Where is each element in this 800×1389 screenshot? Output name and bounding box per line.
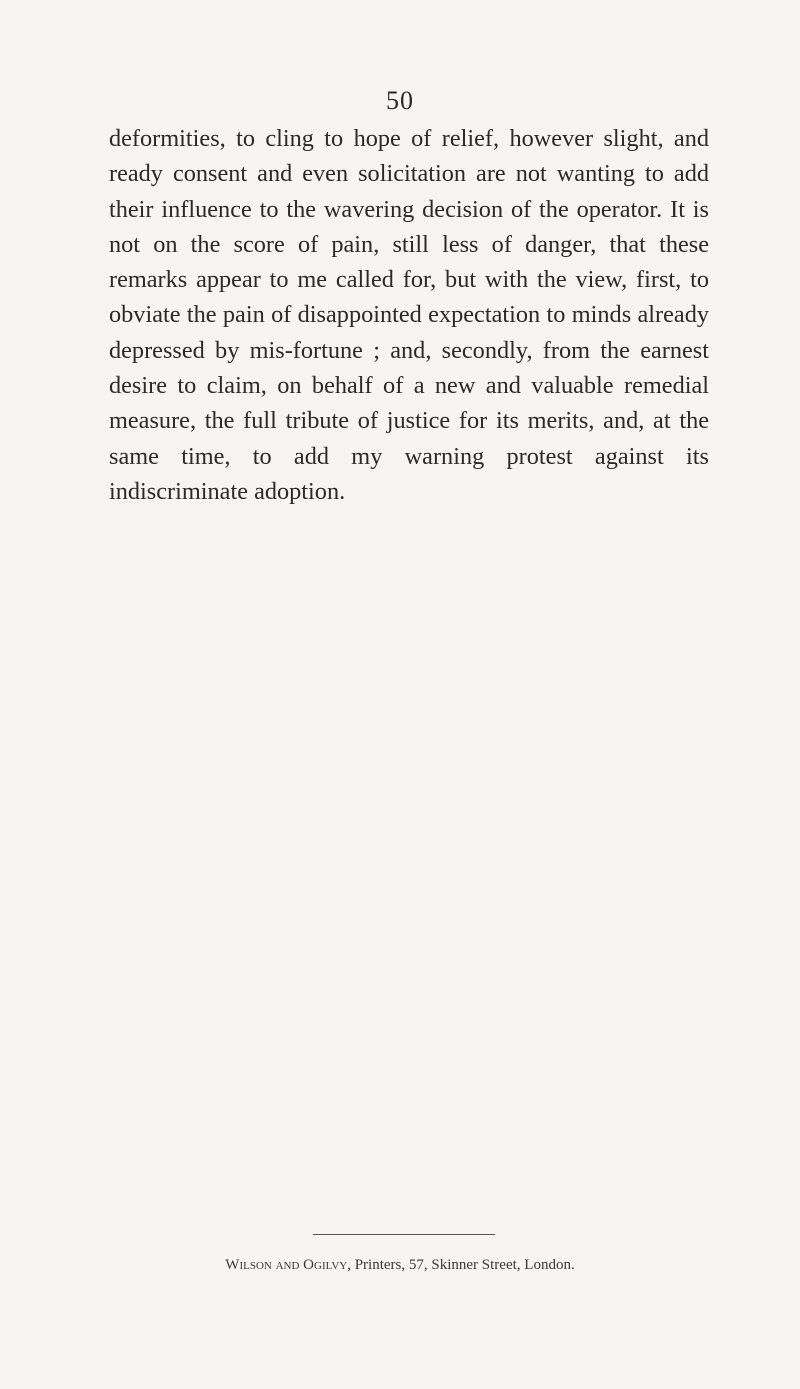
printer-address: Printers, 57, Skinner Street, London. (350, 1257, 575, 1273)
printer-colophon (0, 1257, 800, 1274)
footer-rule (313, 1234, 495, 1235)
page-number: 50 (386, 86, 414, 115)
body-paragraph: deformities, to cling to hope of relief, however slight, and ready consent and even solicitation are not wanting to add their influence to the wavering decision of the operator. It is not on the score of pain, still less of danger, that these remarks appear to me called for, but with the view, first, to obviate the pain of disappointed expectation to minds already depressed by mis-fortune ; and, secondly, from the earnest desire to claim, on behalf of a new and valuable remedial measure, the full tribute of justice for its merits, and, at the same time, to add my warning protest against its indiscriminate adoption. (109, 125, 709, 505)
printer-names: Wilson and Ogilvy, (225, 1257, 351, 1273)
